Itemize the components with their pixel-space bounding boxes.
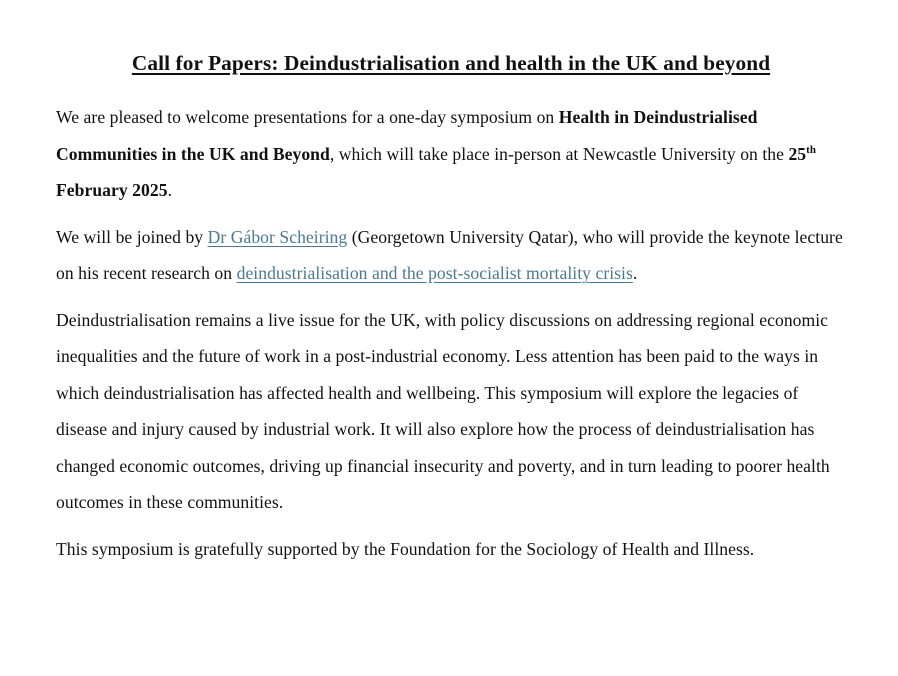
keynote-paragraph bbox=[56, 219, 846, 292]
document-title: Call for Papers: Deindustrialisation and health in the UK and beyond bbox=[131, 51, 771, 75]
keynote-text-3: . bbox=[632, 263, 638, 283]
research-link[interactable]: deindustrialisation and the post-socialist mortality crisis bbox=[236, 263, 633, 283]
intro-text-1: We are pleased to welcome presentations for a one-day symposium on bbox=[56, 107, 559, 127]
intro-paragraph bbox=[56, 99, 846, 209]
support-paragraph: This symposium is gratefully supported by the Foundation for the Sociology of Health and Illness. bbox=[56, 538, 755, 559]
intro-text-3: . bbox=[167, 180, 173, 200]
event-name: Health in Deindustrialised Communities in the UK and Beyond bbox=[56, 107, 758, 164]
event-date-day: 25 bbox=[788, 143, 807, 164]
context-paragraph: Deindustrialisation remains a live issue for the UK, with policy discussions on addressing regional economic inequalities and the future of work in a post-industrial economy. Less attention has been paid to the ways in which deindustrialisation has affected health and wellbeing. This symposium will explore the legacies of disease and injury caused by industrial work. It will also explore how the process of deindustrialisation has changed economic outcomes, driving up financial insecurity and poverty, and in turn leading to poorer health outcomes in these communities. bbox=[56, 309, 830, 512]
speaker-link[interactable]: Dr Gábor Scheiring bbox=[207, 226, 348, 247]
keynote-text-1: We will be joined by bbox=[56, 226, 208, 247]
event-date-suffix: th bbox=[806, 143, 817, 156]
keynote-text-2: (Georgetown University Qatar), who will provide the keynote lecture on his recent research on bbox=[56, 226, 843, 283]
intro-text-2: , which will take place in-person at Newcastle University on the bbox=[329, 143, 789, 164]
document-page bbox=[56, 48, 846, 577]
event-date-rest: February 2025 bbox=[56, 180, 168, 200]
